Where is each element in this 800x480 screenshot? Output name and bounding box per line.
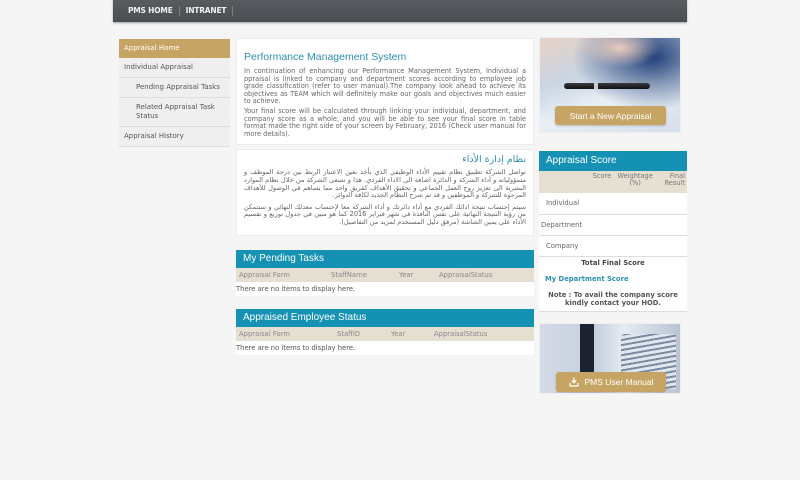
pending-tasks-header-row: [236, 268, 534, 282]
score-value: [585, 214, 613, 235]
table-row: [539, 193, 687, 214]
empty-message: There are no items to display here.: [236, 341, 534, 355]
column-header: [539, 171, 585, 193]
empty-message: There are no items to display here.: [236, 282, 534, 296]
start-new-appraisal-button[interactable]: Start a New Appraisal: [555, 106, 666, 125]
column-header: Score: [585, 171, 613, 193]
weightage-value: [613, 193, 657, 214]
pending-tasks-panel: [236, 250, 534, 296]
intro-card-english: [236, 38, 534, 145]
intro-card-arabic: [236, 149, 534, 235]
page-title: Performance Management System: [244, 51, 407, 63]
pms-user-manual-label: PMS User Manual: [584, 376, 654, 387]
row-label: Individual: [539, 193, 585, 214]
arabic-title: نظام إدارة الأداء: [462, 154, 526, 166]
appraised-status-panel: [236, 309, 534, 355]
banner-image: [580, 37, 660, 68]
appraisal-score-panel: [539, 151, 687, 312]
start-appraisal-banner: [539, 37, 681, 133]
column-header[interactable]: Appraisal Form: [239, 270, 291, 279]
column-header[interactable]: StaffName: [331, 270, 367, 279]
column-header[interactable]: StaffID: [337, 329, 361, 338]
appraised-status-title: Appraised Employee Status: [236, 309, 534, 327]
nav-intranet[interactable]: INTRANET: [180, 6, 234, 16]
score-value: [585, 193, 613, 214]
sidebar: [119, 39, 230, 147]
total-final-score-label: Total Final Score: [581, 258, 645, 267]
pending-tasks-title: My Pending Tasks: [236, 250, 534, 268]
pms-user-manual-button[interactable]: [556, 372, 666, 392]
score-value: [585, 235, 613, 256]
arabic-paragraph: سيتم إحتساب نتيجة ادائك الفردي مع أداء دائرتك و أداء الشركة معا لإحتساب معدلك النهائي و ستتمكن من رؤية النتيجة النهائية على نفس النافذة في شهر فبراير 2016 كما هو مبين في جدول توزيع و تقسيم الأداء على يمين الشاشة (مرفق دليل المستخدم لمزيد من التفاصيل).: [244, 202, 527, 226]
sidebar-item-appraisal-history[interactable]: Appraisal History: [119, 127, 230, 147]
final-value: [657, 235, 687, 256]
top-navigation-bar: [113, 0, 687, 22]
row-label: Company: [539, 235, 585, 256]
column-header[interactable]: Year: [399, 270, 414, 279]
intro-paragraph: Your final score will be calculated through linking your individual, department, and company score as a whole, and you will be able to see your final score in table format made the right side of your screen by February, 2016 (Check user manual for more details).: [244, 106, 526, 138]
sidebar-item-individual-appraisal[interactable]: Individual Appraisal: [119, 58, 230, 78]
row-label: Department: [539, 214, 585, 235]
appraisal-score-table: [539, 171, 687, 257]
sidebar-item-pending-appraisal-tasks[interactable]: Pending Appraisal Tasks: [119, 78, 230, 98]
column-header: Weightage (%): [613, 171, 657, 193]
right-column: [539, 37, 687, 394]
column-header[interactable]: Year: [391, 329, 406, 338]
pen-image: [564, 83, 650, 89]
appraised-status-header-row: [236, 327, 534, 341]
user-manual-banner: [539, 323, 681, 394]
sidebar-item-appraisal-home[interactable]: Appraisal Home: [119, 39, 230, 58]
column-header: Final Result: [657, 171, 687, 193]
company-score-note: Note : To avail the company score kindly contact your HOD.: [539, 291, 687, 312]
weightage-value: [613, 235, 657, 256]
sidebar-item-related-appraisal-task-status[interactable]: Related Appraisal Task Status: [119, 98, 230, 127]
table-row: [539, 235, 687, 256]
final-value: [657, 193, 687, 214]
table-row: [539, 214, 687, 235]
arabic-paragraph: تواصل الشركة تطبيق نظام تقييم الأداء الوظيفي الذي يأخذ بعين الاعتبار الربط بين درجة الموظف و مسؤولياته و أداء الشركة و الدائرة اضافة الى الاداء الفردي. هذا و تسعى الشركة من خلال نظام الموارد البشرية الى تعزيز روح العمل الجماعي و تحقيق الأهداف كفريق واحد مما يساهم في الوصول للأهداف المرجوة للشركة و الموظفين و قد تم شرح النظام الجديد لكافة الدوائر.: [244, 168, 526, 200]
intro-paragraph: In continuation of enhancing our Performance Management System, Individual a ppraisal is linked to company and department scores according to employee job grade classification (refer to user manual).The company look ahead to achieve its objectives as TEAM which will definitely make our goals and objectives much easier to achieve.: [244, 67, 526, 106]
column-header[interactable]: AppraisalStatus: [439, 270, 493, 279]
nav-pms-home[interactable]: PMS HOME: [125, 6, 180, 16]
appraisal-score-title: Appraisal Score: [539, 151, 687, 171]
final-value: [657, 214, 687, 235]
column-header[interactable]: AppraisalStatus: [434, 329, 488, 338]
my-department-score-link[interactable]: My Department Score: [545, 274, 629, 283]
weightage-value: [613, 214, 657, 235]
main-content: [236, 38, 534, 355]
column-header[interactable]: Appraisal Form: [239, 329, 291, 338]
download-icon: [569, 377, 579, 387]
